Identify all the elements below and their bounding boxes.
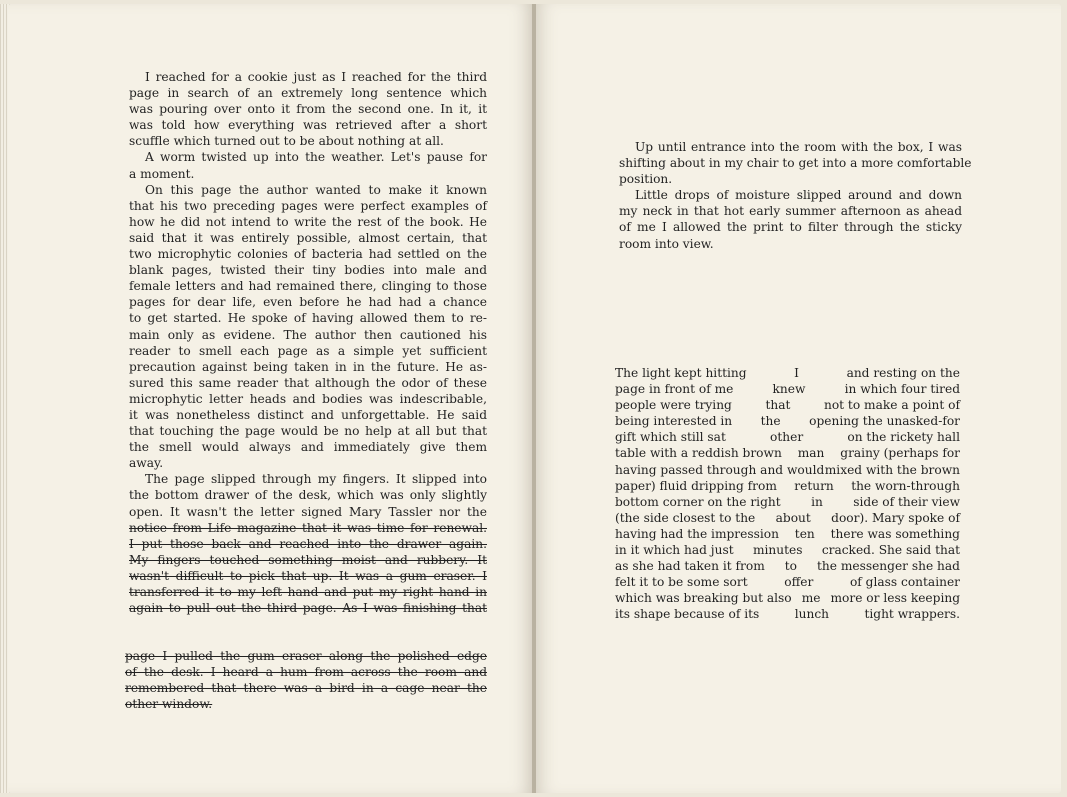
paragraph (619, 139, 972, 187)
right-page-gapped-text (615, 365, 960, 623)
text-fragment: having passed through and would (615, 462, 825, 477)
text-line: pages for dear life, even before he had had a chance (129, 295, 487, 310)
text-fragment: not to make a point of (823, 398, 960, 413)
text-line: to get started. He spoke of having allowed them to re- (129, 311, 487, 326)
struck-text-line: again to pull out the third page. As I was finishing that (129, 601, 487, 616)
struck-text-line: I put those back and reached into the drawer again. (129, 536, 487, 551)
text-line: a moment. (129, 166, 195, 181)
text-fragment: to (784, 559, 797, 574)
gapped-text-line (615, 558, 960, 574)
text-line: A worm twisted up into the weather. Let's pause for (145, 150, 487, 165)
text-fragment: the worn-through (851, 478, 960, 493)
text-fragment: on the rickety hall (847, 430, 960, 445)
struck-text-line: My fingers touched something moist and rubbery. It (129, 552, 487, 567)
gapped-text-line (615, 574, 960, 590)
text-fragment: side of their view (853, 494, 960, 509)
text-fragment: people were trying (615, 398, 732, 413)
gapped-text-line (615, 510, 960, 526)
struck-text-line: transferred it to my left hand and put my right hand in (129, 585, 487, 599)
text-line: scuffle which turned out to be about nothing at all. (129, 134, 444, 149)
text-line: how he did not intend to write the rest of the book. He (129, 214, 487, 229)
gapped-text-line (615, 413, 960, 429)
text-fragment: other (770, 430, 804, 445)
paragraph (129, 471, 487, 616)
text-fragment: opening the unasked-for (809, 414, 960, 429)
text-line: that touching the page would be no help at all but that (129, 424, 487, 439)
struck-text-line: other window. (125, 697, 213, 712)
text-fragment: paper) fluid dripping from (615, 478, 777, 493)
text-fragment: gift which still sat (615, 430, 726, 445)
left-page-struck-continuation (125, 648, 487, 712)
text-line: the smell would always and immediately give them (129, 440, 487, 455)
text-fragment: in which four tired (844, 382, 960, 397)
text-line: I reached for a cookie just as I reached for the third (145, 70, 487, 84)
text-fragment: as she had taken it from (615, 559, 765, 574)
text-fragment: tight wrappers. (864, 607, 960, 622)
text-fragment: having had the impression (615, 526, 779, 541)
text-line: said that it was entirely possible, almost certain, that (129, 230, 487, 245)
text-fragment: the messenger she had (816, 559, 960, 574)
text-line: The page slipped through my fingers. It slipped into (145, 472, 487, 487)
text-fragment: the (760, 414, 781, 429)
left-page-text (129, 69, 487, 616)
text-fragment: lunch (794, 607, 830, 622)
text-fragment: more or less keeping (830, 591, 960, 606)
gapped-text-line (615, 478, 960, 494)
gapped-text-line (615, 397, 960, 413)
text-fragment: table with a reddish brown (615, 446, 782, 461)
gapped-text-line (615, 462, 960, 478)
text-fragment: its shape because of its (615, 607, 760, 622)
text-fragment: in it which had just (615, 543, 734, 558)
text-fragment: grainy (perhaps for (840, 446, 960, 461)
text-fragment: being interested in (615, 414, 733, 429)
text-fragment: I (794, 366, 799, 380)
text-fragment: cracked. She said that (821, 543, 960, 558)
text-fragment: which was breaking but also (615, 591, 792, 606)
text-line: Little drops of moisture slipped around and down (635, 188, 962, 203)
gapped-text-line (615, 494, 960, 510)
text-line: shifting about in my chair to get into a more comfortable (619, 156, 972, 171)
text-line: reader to smell each page as a simple yet sufficient (129, 343, 487, 358)
text-fragment: there was something (830, 526, 960, 541)
paragraph (619, 187, 962, 251)
text-line: page in search of an extremely long sentence which (129, 86, 487, 101)
struck-text-line: page I pulled the gum eraser along the polished edge (125, 649, 487, 663)
text-line: blank pages, twisted their tiny bodies into male and (129, 263, 487, 278)
text-line: Up until entrance into the room with the box, I was (635, 140, 962, 154)
text-fragment: page in front of me (615, 382, 734, 397)
text-line: was told how everything was retrieved after a short (129, 118, 487, 133)
text-fragment: (the side closest to the (615, 510, 756, 525)
text-line: On this page the author wanted to make it known (145, 182, 487, 197)
text-fragment: bottom corner on the right (615, 494, 781, 509)
text-line: sured this same reader that although the odor of these (129, 375, 487, 390)
text-fragment: The light kept hitting (615, 366, 747, 380)
text-line: precaution against being taken in in the future. He as- (129, 359, 487, 374)
text-fragment: knew (772, 382, 806, 397)
text-fragment: that (765, 398, 791, 413)
gapped-text-line (615, 606, 960, 622)
text-line: of me I allowed the print to filter through the sticky (619, 220, 962, 235)
text-line: position. (619, 172, 673, 187)
paragraph (129, 182, 487, 472)
paragraph (129, 149, 487, 181)
struck-text-line: remembered that there was a bird in a cage near the (125, 681, 487, 696)
gapped-text-line (615, 365, 960, 381)
gapped-text-line (615, 381, 960, 397)
text-fragment: ten (794, 526, 815, 541)
text-fragment: felt it to be some sort (615, 575, 748, 590)
text-line: microphytic letter heads and bodies was indescribable, (129, 391, 487, 406)
text-line: that his two preceding pages were perfect examples of (129, 198, 487, 213)
text-fragment: return (794, 478, 834, 493)
text-line: the bottom drawer of the desk, which was only slightly (129, 488, 487, 503)
paragraph (129, 69, 487, 149)
text-line: main only as evidene. The author then cautioned his (129, 327, 487, 342)
struck-text-line: wasn't difficult to pick that up. It was a gum eraser. I (129, 568, 487, 583)
right-page-top-text (619, 139, 972, 252)
gapped-text-line (615, 445, 960, 461)
text-fragment: offer (784, 575, 814, 590)
text-fragment: mixed with the brown (824, 462, 960, 477)
gapped-text-line (615, 526, 960, 542)
text-line: room into view. (619, 236, 714, 251)
text-line: my neck in that hot early summer afternoon as ahead (619, 204, 962, 219)
gapped-text-line (615, 429, 960, 445)
text-fragment: and resting on the (846, 366, 960, 380)
text-fragment: about (775, 510, 811, 525)
text-line: two microphytic colonies of bacteria had settled on the (129, 247, 487, 262)
text-line: it was nonetheless distinct and unforgettable. He said (129, 407, 487, 422)
text-line: was pouring over onto it from the second one. In it, it (129, 102, 487, 117)
gapped-text-line (615, 542, 960, 558)
text-line: female letters and had remained there, clinging to those (129, 279, 487, 294)
gapped-text-line (615, 590, 960, 606)
text-fragment: minutes (752, 543, 803, 558)
text-fragment: man (797, 446, 825, 461)
struck-text-line: of the desk. I heard a hum from across the room and (125, 665, 487, 680)
text-fragment: of glass container (849, 575, 960, 590)
text-line: open. It wasn't the letter signed Mary Tassler nor the (129, 504, 487, 519)
struck-text-line: notice from Life magazine that it was time for renewal. (129, 520, 487, 535)
text-line: away. (129, 456, 164, 471)
book-gutter (532, 4, 536, 793)
text-fragment: me (801, 591, 821, 606)
text-fragment: door). Mary spoke of (831, 510, 960, 525)
text-fragment: in (811, 494, 823, 509)
